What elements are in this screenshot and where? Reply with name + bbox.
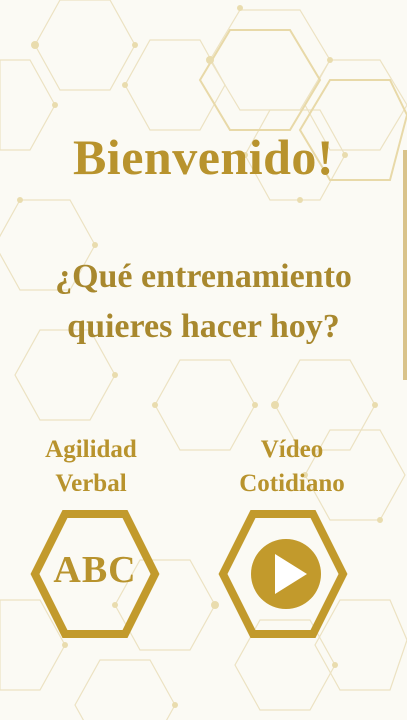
agilidad-verbal-button[interactable] [25,510,175,638]
abc-text-icon: ABC [53,549,137,591]
video-cotidiano-button[interactable] [213,510,363,638]
option-label-agilidad-verbal [1,433,181,501]
option-label-line-2: Verbal [55,470,127,497]
option-label-line-1: Vídeo [260,436,324,463]
play-icon [251,539,321,609]
prompt-line-1: ¿Qué entrenamiento [55,258,352,295]
option-label-line-1: Agilidad [45,436,137,463]
option-label-video-cotidiano [202,433,382,501]
prompt-line-2: quieres hacer hoy? [67,308,340,345]
option-label-line-2: Cotidiano [239,470,345,497]
prompt-question [0,252,407,352]
page-title: Bienvenido! [72,129,335,185]
hexagon-frame [213,510,363,638]
